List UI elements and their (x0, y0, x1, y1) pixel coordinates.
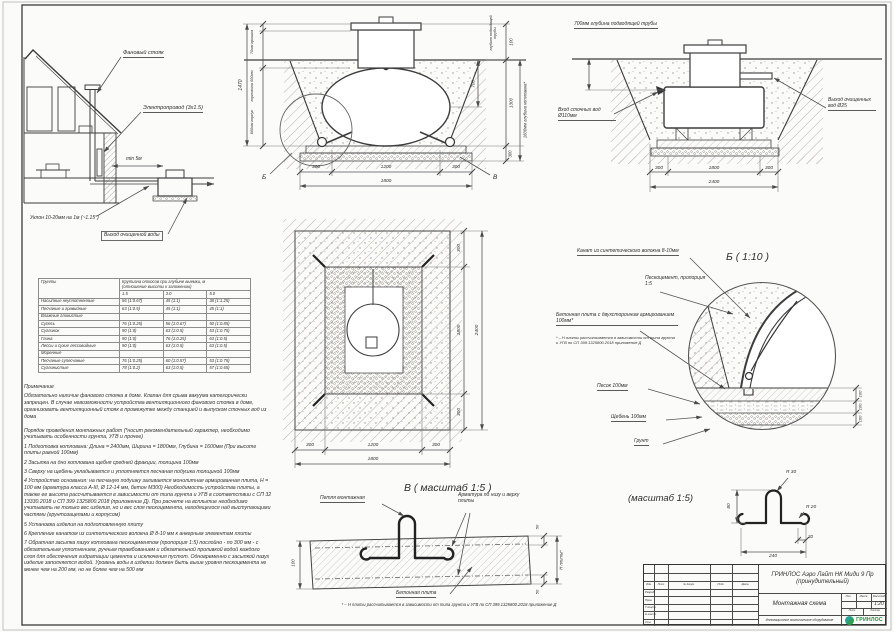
dim-neck: горловина 600мм (249, 70, 254, 102)
notes-item: 4 Устройство основания: на песчаную подушку заливается монолитная армированная плита, Н = 100 мм (арматура класса А-III, Ø 12-14 мм, бетон М300) Необходимость устройства плиты, а также ее высота рассчитывается в зависимости от типа грунта и УГВ в соответствии с СП 32 13330.2018 и СП 399 1325800.2018 (приложение Д). При расчете на всплытие необходимо учитывать не только вес изделия, но и вес слоя пескоцемента, находящегося над выступающими частями (грунтозацепами и корпусом) (24, 478, 272, 519)
notes-item: 2 Засыпка на дно котлована щебня средней фракции, толщина 100мм (24, 459, 199, 466)
clean-water-outlet-label: Выход очищенной воды (101, 231, 163, 241)
cell: 76 (1:0.25) (163, 335, 207, 342)
loop-dim240: 240 (768, 554, 778, 559)
stamp-row-utv: Утв. (645, 619, 652, 624)
cell: 78 (1:0.2) (120, 365, 164, 372)
dim-b1800: 1800 (380, 179, 392, 184)
group-header: Крутизна откосов при глубине выемки, м (122, 278, 206, 284)
cell: 45 (1:1) (163, 306, 207, 313)
cell: 56 (1:0.67) (120, 298, 164, 305)
plan-dim-1800: 1800 (457, 324, 463, 336)
cell: Насыпные неуплотненные (39, 298, 120, 305)
table-header: 1.5 (120, 291, 164, 298)
loop-r30: R 30 (786, 470, 797, 475)
stamp-col-dokum: № докум. (683, 582, 695, 586)
cell: 53 (1:0.75) (207, 358, 251, 365)
slab-label: Бетонная плита с двухсторонним армированием 100мм* (556, 313, 678, 326)
loop-label: Петля монтажная (320, 496, 365, 503)
cell: Суглинистые (39, 365, 120, 372)
cell (163, 350, 207, 357)
stamp-col-podpis: Подп. (717, 582, 725, 586)
plan-dim-b1800: 1800 (367, 457, 379, 462)
stamp-scale-label: Масштаб (872, 594, 886, 598)
plan-dim-b300l: 300 (305, 443, 315, 448)
cell: Лессы и сухие лессовидные (39, 343, 120, 350)
dim-1300: 1300 (508, 97, 514, 109)
vent-stack-label: Фановый стояк (123, 50, 164, 56)
stamp-row-razrab: Разраб. (645, 590, 656, 595)
soil-label: Грунт (634, 439, 649, 446)
stamp-row-prover: Пров. (645, 597, 653, 602)
stamp-sheets-label: Листов (870, 609, 880, 613)
house-view-drawing (24, 50, 214, 234)
cell: 57 (1:0.65) (207, 365, 251, 372)
plan-dim-300b: 300 (457, 407, 463, 417)
stamp-lit-label: Лит. (845, 594, 852, 598)
cell: 38 (1:1.25) (207, 298, 251, 305)
stamp-doc-name: Монтажная схема (772, 599, 827, 607)
outlet-label: Выход очищенных вод Ø25 (828, 98, 876, 111)
dim-700: 700 (470, 80, 476, 88)
detail-v-title: В ( масштаб 1:5 ) (404, 482, 492, 494)
stamp-sheet-label: Лист (848, 609, 856, 613)
loop-dim80: 80 (727, 503, 733, 509)
cell: Суглинок (39, 328, 120, 335)
plan-view-drawing (283, 219, 488, 468)
cell: 63 (1:0.5) (207, 343, 251, 350)
notes-item: 3 Сверху на щебень укладывается и уплотняется песчаная подушка толщиной 100мм (24, 469, 240, 476)
rope-label: Канат из синтетического волокна 8-10мм (577, 249, 679, 256)
table-row (39, 328, 251, 335)
stamp-row-tkontr: Т.контр. (645, 604, 657, 609)
cell: 53 (1:0.75) (207, 328, 251, 335)
detail-v-dim50t: 50 (534, 524, 540, 530)
stamp-row-nkontr: Н.контр. (645, 612, 657, 617)
pipe-depth-label: глубина подводящей трубы (488, 15, 497, 51)
brand-logo (841, 615, 887, 626)
stamp-tagline: Инновационное экологическое оборудование (765, 617, 834, 622)
dim-body: 800мм корпус (249, 109, 254, 135)
detail-v-drawing (296, 504, 562, 594)
stamp-col-izm: Изм. (646, 582, 652, 586)
table-header (120, 279, 251, 291)
pit-depth-label: 1600мм глубина котлована* (522, 81, 528, 139)
cell: 76 (1:0.25) (120, 358, 164, 365)
cell: Моренные (39, 350, 120, 357)
table-row (39, 365, 251, 372)
dim-100: 100 (508, 38, 514, 46)
table-row (39, 350, 251, 357)
callout-b: Б (262, 174, 267, 181)
detail-b-dim2: 100 (857, 403, 863, 411)
brand-name: ГРИНЛОС (856, 616, 883, 623)
cell: Глина (39, 335, 120, 342)
cell (207, 350, 251, 357)
side-dim-2400: 2400 (708, 180, 720, 185)
cell: 45 (1:1) (163, 298, 207, 305)
detail-v-dim50b: 50 (534, 589, 540, 595)
cell: 90 (1:0) (120, 335, 164, 342)
cell: Песчаные и гравийные (39, 306, 120, 313)
detail-b-dim3: 100 (857, 415, 863, 423)
stamp-scale-value: 1:20 (874, 600, 884, 607)
slab-note: * – Н плиты рассчитывается в зависимости от типа грунта и УГВ по СП 399.1325800.2018 приложение Д (556, 335, 675, 345)
cell: 76 (1:0.25) (120, 320, 164, 327)
cell: 63 (1:0.5) (163, 343, 207, 350)
slope-label: Уклон 10-20мм на 1м (~1.15°) (30, 215, 99, 221)
stamp-col-data: Дата (741, 582, 749, 586)
cell: 63 (1:0.5) (120, 306, 164, 313)
notes-item: 7 Обратная засыпка пазух котлована пескоцементом (пропорция 1:5) послойно - по 300 мм - с обязательным уплотнением, ручным трамбованием и обязательной проливкой водой каждого слоя для обеспечения гидратации цемента и исключения пустот. Одновременно с засыпкой пазух изделие заполняется водой. Уровень воды в изделии должен быть выше уровня пескоцемента не менее чем на 200 мм, но не более чем на 500 мм (24, 540, 270, 574)
loop-dim30: 30 (808, 534, 814, 539)
grinlos-logo-icon (845, 616, 854, 625)
inlet-label: Вход сточных вод Ø110мм (558, 108, 616, 121)
table-header: 5.0 (207, 291, 251, 298)
side-dim-300r: 300 (764, 166, 774, 171)
table-row (39, 358, 251, 365)
dim-b300l: 300 (311, 165, 321, 170)
table-row (39, 320, 251, 327)
sandcement-label: Пескоцемент, пропорция 1:5 (645, 275, 706, 287)
cell: Влажные глинистые (39, 313, 120, 320)
rebar-label: Арматура по низу и верху плиты (458, 492, 520, 504)
cell: 90 (1:0) (120, 343, 164, 350)
table-row (39, 343, 251, 350)
notes-paragraph: Обязательно наличие фанового стояка в доме. Клапан для срыва вакуума категорически запрещен. В случае невозможности устройства вентиляционного фанового стояка в доме, организовать вентиляционный стояк в промежутке между станцией и выпуском сточных вод из дома (24, 393, 267, 420)
electric-cable-label: Электропровод (3х1.5) (143, 105, 203, 111)
notes-block (24, 384, 272, 574)
cell: 50 (1:0.85) (207, 320, 251, 327)
plan-dim-2400: 2400 (475, 324, 481, 336)
cell (120, 313, 164, 320)
cell (207, 313, 251, 320)
cell (163, 313, 207, 320)
cell: 63 (1:0.5) (163, 328, 207, 335)
loop-profile-drawing (731, 478, 809, 558)
cell: 56 (1:0.67) (163, 320, 207, 327)
side-pipe-depth-label: 700мм глубина подводящей трубы (574, 22, 658, 29)
cell: 45 (1:1) (207, 306, 251, 313)
callout-v: В (493, 174, 498, 181)
cell: 63 (1:0.5) (207, 335, 251, 342)
rubble-label: Щебень 100мм (611, 415, 646, 422)
dim-1470: 1470 (238, 79, 245, 91)
side-section-drawing (572, 40, 882, 192)
stamp-mass-label: Масса (859, 594, 868, 598)
plan-dim-b300r: 300 (431, 443, 441, 448)
detail-v-note: * – Н плиты рассчитывается в зависимости от типа грунта и УГВ по СП 399.1325800.2018 приложение Д (341, 602, 557, 607)
notes-item: 5 Установка изделия на подготовленную плиту (24, 521, 144, 528)
stamp-designation: ГРИНЛОС Аэро Лайт НК Миди 9 Пр (принудительный) (771, 572, 874, 585)
plan-dim-b1200: 1200 (367, 443, 379, 448)
dim-b300r: 300 (451, 165, 461, 170)
table-row (39, 306, 251, 313)
plan-dim-300t: 300 (457, 243, 463, 253)
table-row (39, 313, 251, 320)
table-header: Грунты (39, 279, 120, 299)
soil-table (38, 278, 251, 373)
table-row (39, 335, 251, 342)
notes-title: Примечание (24, 384, 54, 390)
group-subheader: (отношение высоты к заложению) (122, 283, 192, 289)
detail-b-title: Б ( 1:10 ) (726, 251, 770, 263)
loop-detail-title: (масштаб 1:5) (628, 493, 694, 504)
side-dim-1800: 1800 (708, 166, 720, 171)
detail-v-slab-label: Бетонная плита (396, 591, 436, 598)
notes-item: 1 Подготовка котлована: Длина = 2400мм, Ширина = 1800мм, Глубина = 1600мм (При высоте плиты равной 100мм) (24, 443, 257, 457)
side-dim-300l: 300 (654, 166, 664, 171)
table-header: 3.0 (163, 291, 207, 298)
loop-r20: R 20 (806, 505, 817, 510)
cell: 63 (1:0.5) (163, 365, 207, 372)
notes-order-title: Порядок проведения монтажных работ (*носит рекомендательный характер, необходимо учитывать особенности грунта, УГВ и прочее) (24, 427, 250, 441)
detail-v-dim100: 100 (290, 559, 296, 567)
dim-lid: 70мм крышка (249, 29, 254, 55)
cell (120, 350, 164, 357)
dim-300: 300 (507, 150, 513, 158)
cell: 90 (1:0) (120, 328, 164, 335)
detail-b-dim1: 100 (857, 390, 863, 398)
title-block (643, 564, 886, 625)
min-distance-label: min 5м (126, 156, 142, 162)
cell: 60 (1:0.57) (163, 358, 207, 365)
dim-b1200: 1200 (380, 165, 392, 170)
table-row (39, 298, 251, 305)
cell: Песчаные супесчаные (39, 358, 120, 365)
cell: Супесь (39, 320, 120, 327)
table-header-row (39, 279, 251, 291)
stamp-col-list: Лист (657, 582, 665, 586)
notes-item: 6 Крепление канатом из синтетического волокна Ø 8-10 мм к анкерным элементам плиты (24, 530, 252, 537)
sand-label: Песок 100мм (597, 384, 628, 391)
detail-v-dim-h: Н плиты* (558, 550, 564, 570)
